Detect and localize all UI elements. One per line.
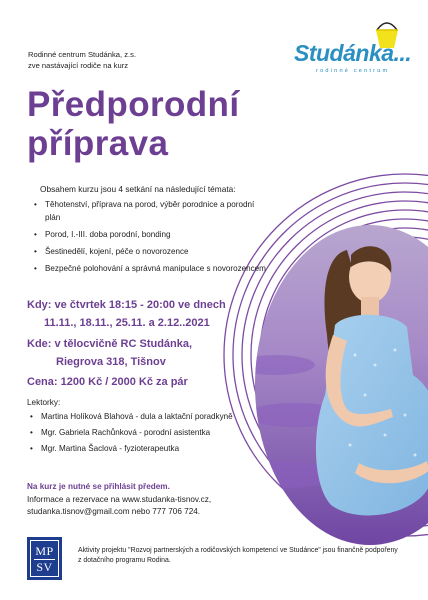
course-intro: Obsahem kurzu jsou 4 setkání na následující témata: <box>40 184 236 194</box>
list-item: • Těhotenství, příprava na porod, výběr porodnice a porodní plán <box>34 198 266 224</box>
list-item: • Šestinedělí, kojení, péče o novorozence <box>34 245 266 258</box>
list-item: • Bezpečné polohování a správná manipulace s novorozencem <box>34 262 266 275</box>
studanka-logo <box>290 18 420 80</box>
funding-note: Aktivity projektu "Rozvoj partnerských a rodičovských kompetencí ve Studánce" jsou finančně podpořeny z dotačního programu Rodina. <box>78 547 398 564</box>
website-line: Informace a rezervace na www.studanka-tisnov.cz, <box>27 494 212 504</box>
topics-list <box>34 198 266 279</box>
schedule-dates: 11.11., 18.11., 25.11. a 2.12..2021 <box>44 317 210 329</box>
contact-info <box>27 481 211 519</box>
list-item: • Mgr. Gabriela Rachůnková - porodní asistentka <box>30 426 252 439</box>
registration-notice: Na kurz je nutné se přihlásit předem. <box>27 482 170 491</box>
page-title <box>27 85 239 163</box>
email-phone-line: studanka.tisnov@gmail.com nebo 777 706 724. <box>27 507 201 516</box>
lecturers-list <box>30 410 252 458</box>
venue-address: Riegrova 318, Tišnov <box>56 356 166 368</box>
list-item: • Mgr. Martina Šaclová - fyzioterapeutka <box>30 442 252 455</box>
mpsv-logo-bottom: SV <box>36 560 53 574</box>
mpsv-logo-top: MP <box>35 544 54 558</box>
organizer-text <box>28 49 136 71</box>
list-item: • Martina Holíková Blahová - dula a laktační poradkyně <box>30 410 252 423</box>
schedule-line-1: Kdy: ve čtvrtek 18:15 - 20:00 ve dnech <box>27 299 226 311</box>
title-line-1: Předporodní <box>27 85 240 124</box>
list-item: • Porod, I.-III. doba porodní, bonding <box>34 228 266 241</box>
logo-wordmark: Studánka... <box>294 40 412 66</box>
pregnant-woman-photo <box>255 225 428 545</box>
price: Cena: 1200 Kč / 2000 Kč za pár <box>27 376 188 388</box>
venue-line-1: Kde: v tělocvičně RC Studánka, <box>27 338 193 350</box>
organizer-name: Rodinné centrum Studánka, z.s. <box>28 50 137 59</box>
lecturers-heading: Lektorky: <box>27 398 61 407</box>
mpsv-logo <box>27 537 62 580</box>
logo-subtitle: rodinné centrum <box>316 68 390 74</box>
organizer-invite: zve nastávající rodiče na kurz <box>28 61 129 70</box>
title-line-2: příprava <box>27 124 169 163</box>
